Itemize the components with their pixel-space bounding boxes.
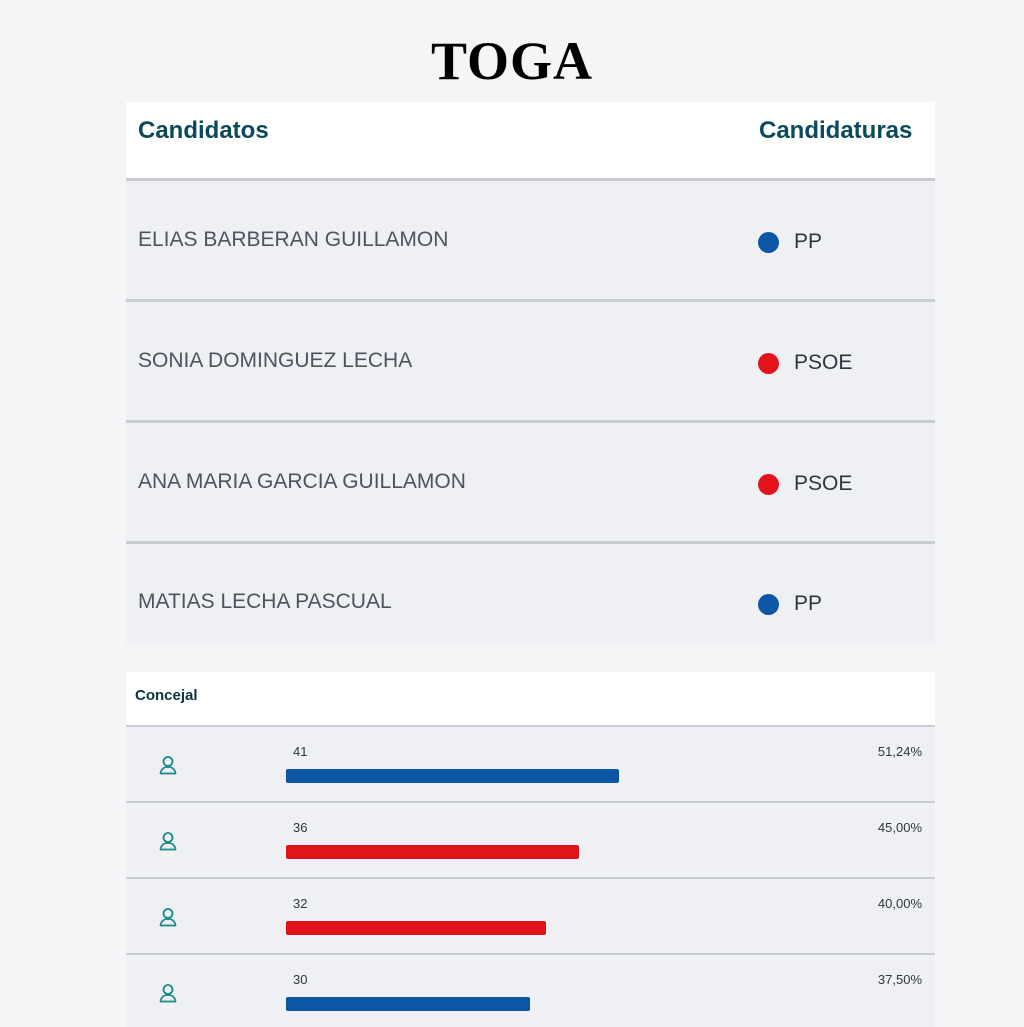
- candidate-row: [126, 302, 935, 423]
- result-row: [126, 879, 935, 955]
- result-row: [126, 955, 935, 1027]
- vote-bar-track: [286, 845, 806, 859]
- candidate-party: [758, 230, 822, 254]
- result-row: [126, 803, 935, 879]
- candidate-name: ELIAS BARBERAN GUILLAMON: [138, 228, 449, 251]
- candidates-table: [126, 102, 935, 644]
- vote-bar: [286, 845, 579, 859]
- vote-percent: 37,50%: [877, 972, 922, 987]
- candidate-name: SONIA DOMINGUEZ LECHA: [138, 349, 413, 372]
- person-icon: [158, 983, 178, 1003]
- results-table-header: [126, 672, 935, 727]
- party-color-dot: [758, 353, 779, 374]
- person-icon: [158, 755, 178, 775]
- header-parties: Candidaturas: [759, 117, 913, 144]
- vote-count: 30: [293, 972, 308, 987]
- candidates-table-header: [126, 102, 935, 181]
- candidate-party: [758, 351, 852, 375]
- vote-bar-track: [286, 997, 806, 1011]
- candidate-row: [126, 181, 935, 302]
- vote-percent: 45,00%: [877, 820, 922, 835]
- party-color-dot: [758, 232, 779, 253]
- vote-count: 36: [293, 820, 308, 835]
- vote-bar-track: [286, 921, 806, 935]
- person-icon: [158, 907, 178, 927]
- party-label: PSOE: [794, 472, 853, 495]
- page-title: TOGA: [430, 31, 594, 91]
- candidate-row: [126, 544, 935, 644]
- party-label: PSOE: [794, 351, 853, 374]
- party-label: PP: [794, 592, 823, 615]
- vote-count: 32: [293, 896, 308, 911]
- vote-percent: 51,24%: [877, 744, 922, 759]
- results-table: [126, 672, 935, 1027]
- vote-bar: [286, 769, 619, 783]
- candidate-party: [758, 592, 822, 616]
- candidate-party: [758, 472, 852, 496]
- header-concejal: Concejal: [135, 687, 198, 704]
- candidate-name: MATIAS LECHA PASCUAL: [138, 590, 392, 613]
- person-icon: [158, 831, 178, 851]
- header-candidates: Candidatos: [138, 117, 269, 144]
- party-label: PP: [794, 230, 823, 253]
- vote-bar: [286, 997, 530, 1011]
- candidate-row: [126, 423, 935, 544]
- vote-bar-track: [286, 769, 806, 783]
- party-color-dot: [758, 474, 779, 495]
- vote-percent: 40,00%: [877, 896, 922, 911]
- result-row: [126, 727, 935, 803]
- candidate-name: ANA MARIA GARCIA GUILLAMON: [138, 470, 466, 493]
- vote-count: 41: [293, 744, 308, 759]
- party-color-dot: [758, 594, 779, 615]
- vote-bar: [286, 921, 546, 935]
